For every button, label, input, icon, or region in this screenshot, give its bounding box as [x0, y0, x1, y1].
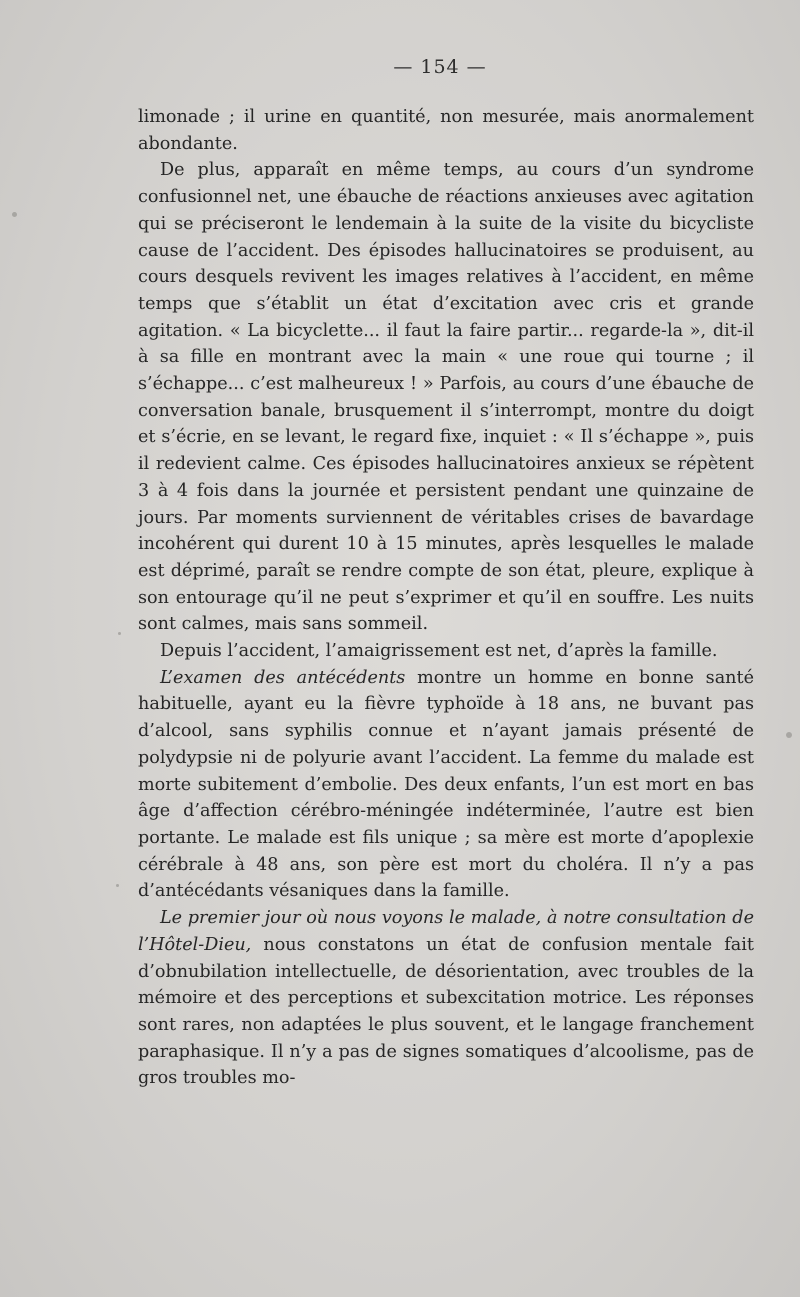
paper-speck	[116, 884, 119, 887]
italic-lead: Le premier jour où nous voyons le malade, à notre consultation de l’Hôtel-Dieu,	[138, 908, 754, 955]
paragraph-text: montre un homme en bonne santé habituelle, ayant eu la fièvre typhoïde à 18 ans, ne buvant pas d’alcool, sans syphilis connue et n’ayant jamais présenté de polydypsie ni de polyurie avant l’accident. La femme du malade est morte subitement d’embolie. Des deux enfants, l’un est mort en bas âge d’affection cérébro-méningée indéterminée, l’autre est bien portante. Le malade est fils unique ; sa mère est morte d’apoplexie cérébrale à 48 ans, son père est mort du choléra. Il n’y a pas d’antécédants vésaniques dans la famille.	[138, 667, 754, 902]
page-number: — 154 —	[393, 56, 487, 78]
paper-speck	[118, 632, 121, 635]
paragraph-antecedents	[138, 665, 754, 905]
paragraph-syndrome	[138, 157, 754, 638]
paragraph-text: Depuis l’accident, l’amaigrissement est net, d’après la famille.	[160, 641, 718, 662]
paragraph-continuation	[138, 104, 754, 157]
italic-lead: L’examen des antécédents	[160, 667, 406, 688]
paper-speck	[12, 212, 17, 217]
paragraph-text: nous constatons un état de confusion mentale fait d’obnubilation intellectuelle, de désorientation, avec troubles de la mémoire et des perceptions et subexcitation motrice. Les réponses sont rares, non adaptées le plus souvent, et le langage franchement paraphasique. Il n’y a pas de signes somatiques d’alcoolisme, pas de gros troubles mo-	[138, 934, 754, 1089]
paragraph-text: limonade ; il urine en quantité, non mesurée, mais anormalement abondante.	[138, 107, 754, 154]
paragraph-premier-jour	[138, 905, 754, 1092]
paragraph-text: De plus, apparaît en même temps, au cours d’un syndrome confusionnel net, une ébauche de réactions anxieuses avec agitation qui se préciseront le lendemain à la suite de la visite du bicycliste cause de l’accident. Des épisodes hallucinatoires se produisent, au cours desquels revivent les images relatives à l’accident, en même temps que s’établit un état d’excitation avec cris et grande agitation. « La bicyclette... il faut la faire partir... regarde-la », dit-il à sa fille en montrant avec la main « une roue qui tourne ; il s’échappe... c’est malheureux ! » Parfois, au cours d’une ébauche de conversation banale, brusquement il s’interrompt, montre du doigt et s’écrie, en se levant, le regard fixe, inquiet : « Il s’échappe », puis il redevient calme. Ces épisodes hallucinatoires anxieux se répètent 3 à 4 fois dans la journée et persistent pendant une quinzaine de jours. Par moments surviennent de véritables crises de bavardage incohérent qui durent 10 à 15 minutes, après lesquelles le malade est déprimé, paraît se rendre compte de son état, pleure, explique à son entourage qu’il ne peut s’exprimer et qu’il en souffre. Les nuits sont calmes, mais sans sommeil.	[138, 160, 754, 635]
paragraph-amaigrissement	[138, 638, 754, 665]
body-text	[138, 104, 754, 1092]
paper-speck	[786, 732, 792, 738]
